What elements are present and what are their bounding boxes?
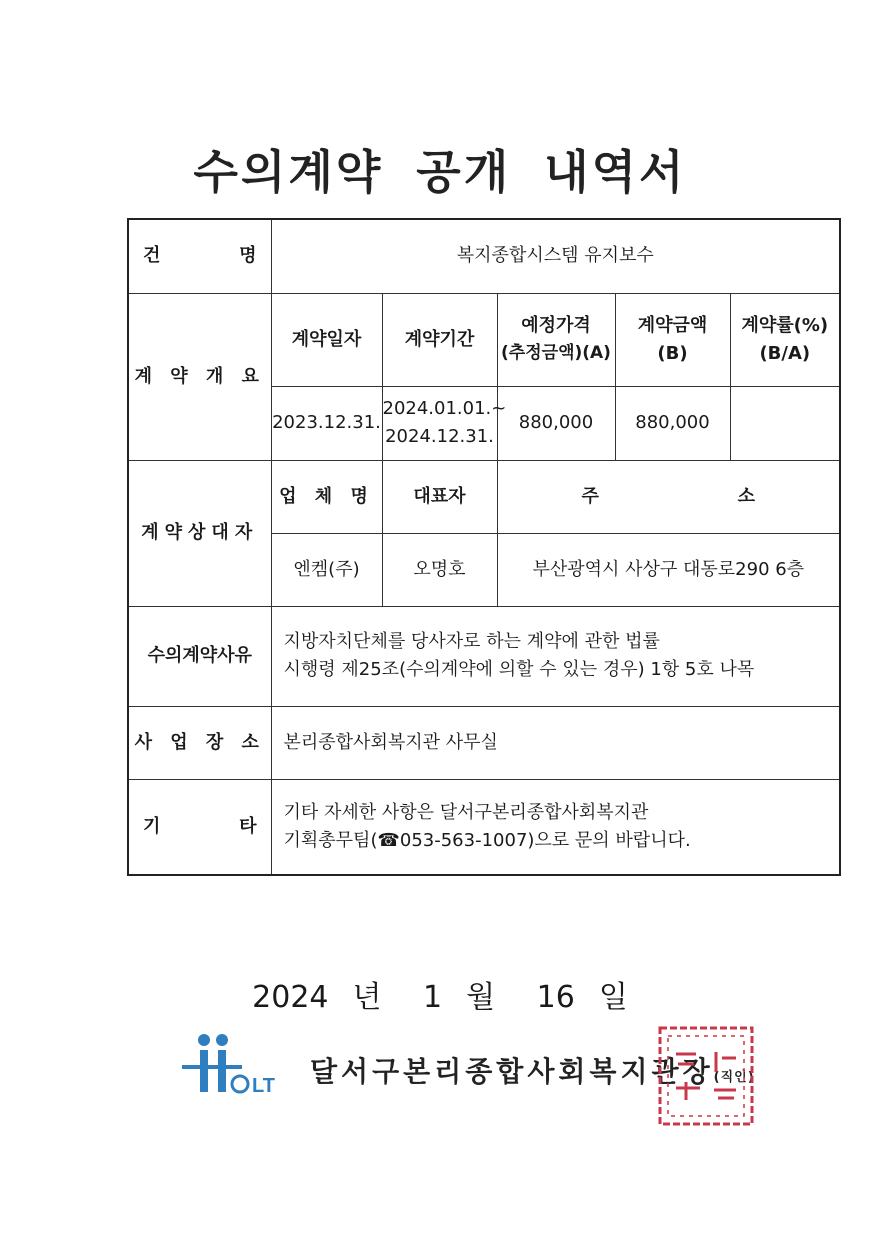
location-value: 본리종합사회복지관 사무실 <box>271 706 840 779</box>
rate-value <box>730 386 840 460</box>
logo-bar <box>182 1065 242 1069</box>
page-title: 수의계약 공개 내역서 <box>193 145 687 199</box>
contract-table <box>127 218 841 876</box>
date-day: 16 <box>536 980 575 1015</box>
header-rate-l2: (B/A) <box>759 342 811 364</box>
etc-line-1: 기타 자세한 사항은 달서구본리종합사회복지관 <box>283 801 649 823</box>
header-amount-l2: (B) <box>657 342 688 364</box>
header-company: 업 체 명 <box>271 460 382 533</box>
org-name: 달서구본리종합사회복지관장 <box>310 1055 714 1088</box>
etc-label <box>128 779 271 875</box>
overview-header-row <box>128 293 840 386</box>
official-seal-stamp <box>656 1024 756 1128</box>
header-address <box>497 460 840 533</box>
case-value: 복지종합시스템 유지보수 <box>271 219 840 293</box>
issue-date <box>0 972 880 1016</box>
header-amount <box>615 293 730 386</box>
seal-note: (직인) <box>713 1070 755 1085</box>
header-estimated-l2: (추정금액)(A) <box>501 343 611 364</box>
header-rate <box>730 293 840 386</box>
counterparty-label: 계약상대자 <box>128 460 271 606</box>
date-year: 2024 <box>252 980 329 1015</box>
header-address-a: 주 <box>581 485 599 507</box>
reason-label: 수의계약사유 <box>128 606 271 706</box>
seal-inner <box>668 1036 744 1116</box>
case-label-b: 명 <box>239 245 257 267</box>
reason-line-1: 지방자치단체를 당사자로 하는 계약에 관한 법률 <box>283 631 660 653</box>
reason-value <box>271 606 840 706</box>
header-rate-l1: 계약률(%) <box>741 314 829 336</box>
date-day-unit: 일 <box>598 980 628 1015</box>
address-value: 부산광역시 사상구 대동로290 6층 <box>497 533 840 606</box>
etc-line-2: 기획총무팀(☎053-563-1007)으로 문의 바랍니다. <box>283 829 691 851</box>
case-label-a: 건 <box>143 245 161 267</box>
seal-glyphs <box>676 1052 736 1100</box>
etc-row <box>128 779 840 875</box>
contract-date-value: 2023.12.31. <box>271 386 382 460</box>
amount-value: 880,000 <box>615 386 730 460</box>
etc-label-a: 기 <box>143 815 161 837</box>
etc-value <box>271 779 840 875</box>
header-period: 계약기간 <box>382 293 497 386</box>
header-contract-date: 계약일자 <box>271 293 382 386</box>
period-start: 2024.01.01.~ <box>382 398 507 420</box>
logo-dot-1 <box>198 1034 210 1046</box>
etc-label-b: 타 <box>239 815 257 837</box>
company-value: 엔켐(주) <box>271 533 382 606</box>
header-estimated <box>497 293 615 386</box>
date-month-unit: 월 <box>466 980 496 1015</box>
seal-border <box>660 1028 752 1124</box>
logo-stem-2 <box>218 1050 226 1092</box>
period-end: 2024.12.31. <box>385 426 494 447</box>
reason-row <box>128 606 840 706</box>
logo-dot-2 <box>216 1034 228 1046</box>
logo-ring <box>232 1076 248 1092</box>
reason-line-2: 시행령 제25조(수의계약에 의할 수 있는 경우) 1항 5호 나목 <box>283 659 755 680</box>
header-amount-l1: 계약금액 <box>637 314 708 336</box>
logo-stem-1 <box>200 1050 208 1092</box>
org-logo <box>182 1030 302 1098</box>
ceo-value: 오명호 <box>382 533 497 606</box>
header-estimated-l1: 예정가격 <box>521 315 591 337</box>
logo-text: LT <box>252 1075 275 1097</box>
location-row <box>128 706 840 779</box>
location-label: 사 업 장 소 <box>128 706 271 779</box>
header-address-b: 소 <box>737 485 756 507</box>
date-year-unit: 년 <box>352 980 382 1015</box>
case-row <box>128 219 840 293</box>
overview-label: 계 약 개 요 <box>128 293 271 460</box>
case-label <box>128 219 271 293</box>
estimated-value: 880,000 <box>497 386 615 460</box>
counterparty-header-row <box>128 460 840 533</box>
period-value <box>382 386 507 460</box>
header-ceo: 대표자 <box>382 460 497 533</box>
date-month: 1 <box>423 980 443 1015</box>
